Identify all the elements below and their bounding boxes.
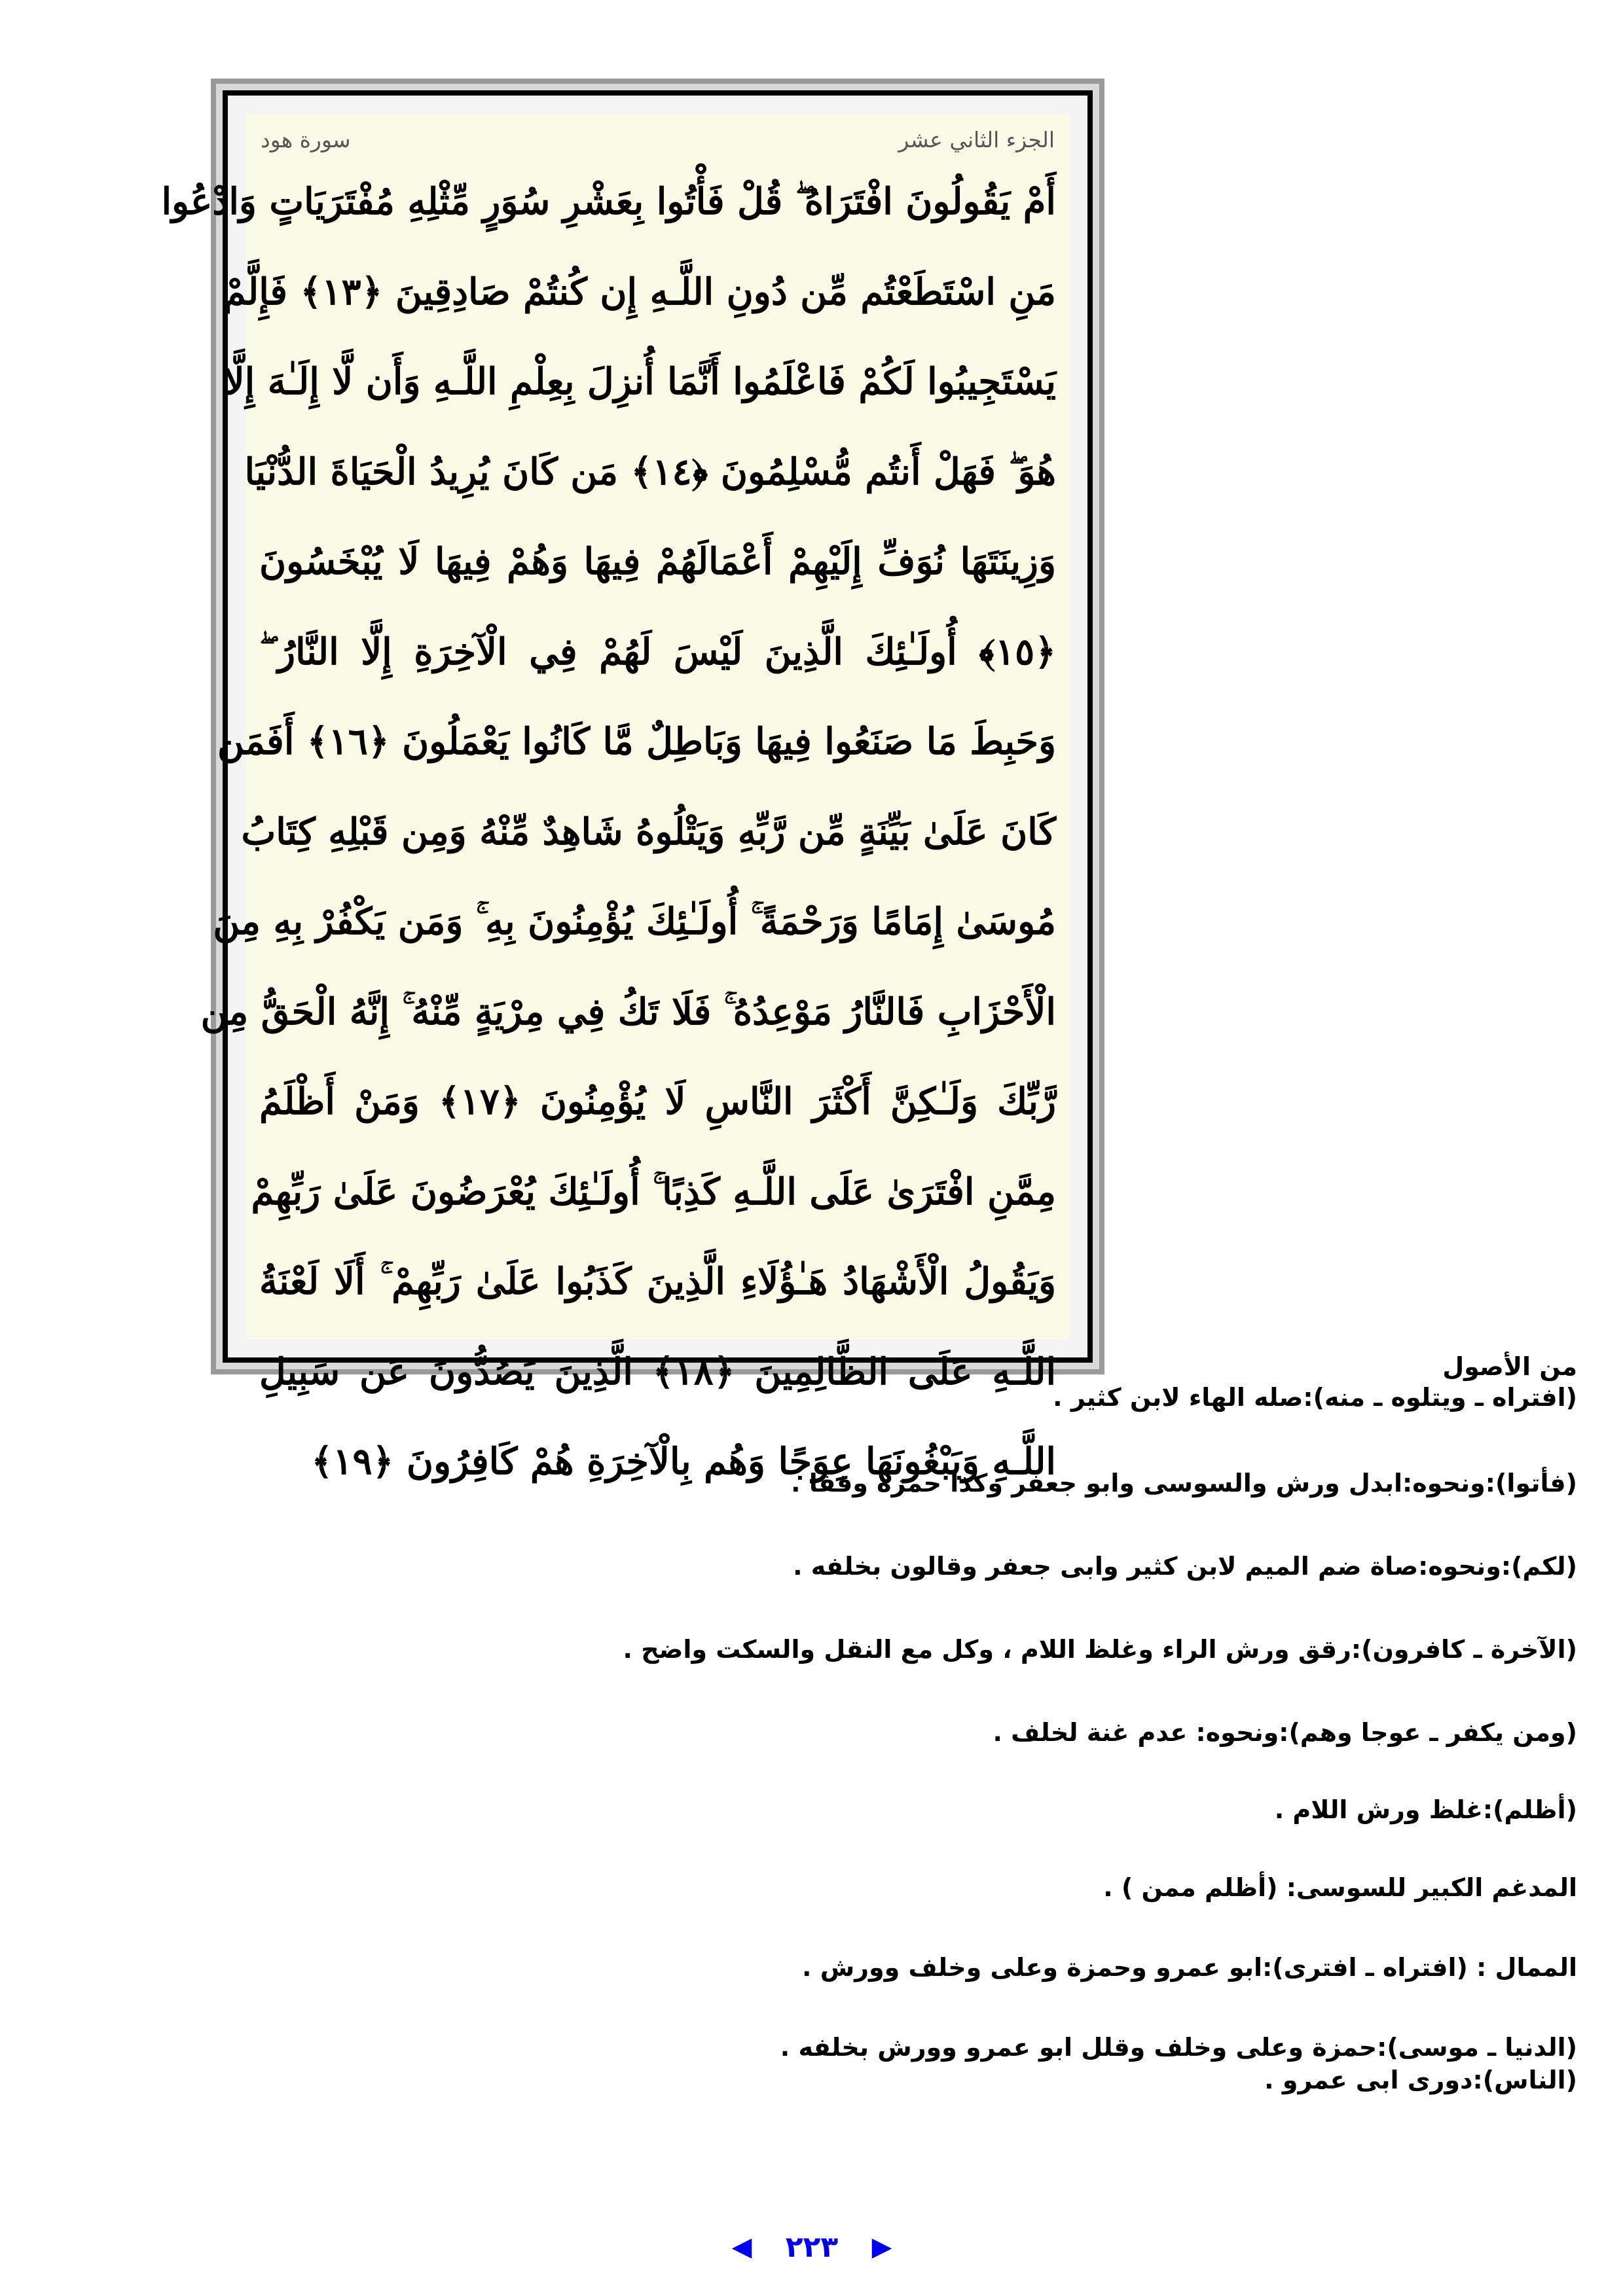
mushaf-page-frame [161,79,1104,1483]
quran-line: وَحَبِطَ مَا صَنَعُوا فِيهَا وَبَاطِلٌ مَّا كَانُوا يَعْمَلُونَ ﴿١٦﴾ أَفَمَن [217,720,1056,763]
prev-page-button[interactable]: ◀ [731,2232,752,2262]
quran-line: كَانَ عَلَىٰ بَيِّنَةٍ مِّن رَّبِّهِ وَيَتْلُوهُ شَاهِدٌ مِّنْهُ وَمِن قَبْلِهِ كِتَابُ [241,810,1056,853]
note-line: (فأتوا):ونحوه:ابدل ورش والسوسى وابو جعفر وكذا حمزة وقفا . [791,1469,1577,1498]
quran-line: وَيَقُولُ الْأَشْهَادُ هَـٰؤُلَاءِ الَّذِينَ كَذَبُوا عَلَىٰ رَبِّهِمْ ۚ أَلَا لَعْنَةُ [259,1260,1056,1303]
note-line: الممال : (افتراه ـ افترى):ابو عمرو وحمزة وعلى وخلف وورش . [802,1953,1577,1982]
quran-line: يَسْتَجِيبُوا لَكُمْ فَاعْلَمُوا أَنَّمَا أُنزِلَ بِعِلْمِ اللَّـهِ وَأَن لَّا إِلَـٰهَ إِلَّا [223,360,1056,403]
quran-line: مِمَّنِ افْتَرَىٰ عَلَى اللَّـهِ كَذِبًا ۚ أُولَـٰئِكَ يُعْرَضُونَ عَلَىٰ رَبِّهِمْ [251,1170,1056,1213]
juz-title: الجزء الثاني عشر [898,127,1055,152]
mushaf-page-border [161,90,1093,1483]
page-number: ٢٢٣ [785,2230,839,2264]
quran-line: مَنِ اسْتَطَعْتُم مِّن دُونِ اللَّـهِ إِن كُنتُمْ صَادِقِينَ ﴿١٣﴾ فَإِلَّمْ [223,270,1056,314]
page-navigation [714,2229,910,2264]
quran-line: مُوسَىٰ إِمَامًا وَرَحْمَةً ۚ أُولَـٰئِكَ يُؤْمِنُونَ بِهِ ۚ وَمَن يَكْفُرْ بِهِ مِنَ [213,900,1056,943]
quran-line: ﴿١٥﴾ أُولَـٰئِكَ الَّذِينَ لَيْسَ لَهُمْ فِي الْآخِرَةِ إِلَّا النَّارُ ۖ [259,630,1056,673]
quran-line: رَّبِّكَ وَلَـٰكِنَّ أَكْثَرَ النَّاسِ لَا يُؤْمِنُونَ ﴿١٧﴾ وَمَنْ أَظْلَمُ [259,1080,1056,1123]
note-line: (الآخرة ـ كافرون):رقق ورش الراء وغلظ اللام ، وكل مع النقل والسكت واضح . [623,1635,1577,1664]
note-line: (افتراه ـ ويتلوه ـ منه):صله الهاء لابن كثير . [1053,1383,1577,1412]
note-line: (الدنيا ـ موسى):حمزة وعلى وخلف وقلل ابو عمرو وورش بخلفه . [780,2033,1577,2062]
quran-line: اللَّـهِ وَيَبْغُونَهَا عِوَجًا وَهُم بِالْآخِرَةِ هُمْ كَافِرُونَ ﴿١٩﴾ [311,1440,1056,1483]
note-line: (لكم):ونحوه:صاة ضم الميم لابن كثير وابى جعفر وقالون بخلفه . [793,1552,1577,1581]
note-line: (أظلم):غلظ ورش اللام . [1274,1795,1577,1824]
notes-heading: من الأصول [1442,1352,1577,1381]
note-line: (الناس):دورى ابى عمرو . [1264,2066,1577,2094]
quran-line: هُوَ ۖ فَهَلْ أَنتُم مُّسْلِمُونَ ﴿١٤﴾ مَن كَانَ يُرِيدُ الْحَيَاةَ الدُّنْيَا [244,450,1056,493]
quran-text [161,157,1056,1507]
quran-line: اللَّـهِ عَلَى الظَّالِمِينَ ﴿١٨﴾ الَّذِينَ يَصُدُّونَ عَن سَبِيلِ [259,1350,1056,1393]
note-line: (ومن يكفر ـ عوجا وهم):ونحوه: عدم غنة لخلف . [993,1718,1577,1747]
quran-line: الْأَحْزَابِ فَالنَّارُ مَوْعِدُهُ ۚ فَلَا تَكُ فِي مِرْيَةٍ مِّنْهُ ۚ إِنَّهُ الْحَقُّ مِن [200,990,1056,1033]
quran-line: أَمْ يَقُولُونَ افْتَرَاهُ ۖ قُلْ فَأْتُوا بِعَشْرِ سُوَرٍ مِّثْلِهِ مُفْتَرَيَاتٍ وَادْعُوا [161,180,1056,223]
next-page-button[interactable]: ▶ [871,2232,892,2262]
note-line: المدغم الكبير للسوسى: (أظلم ممن ) . [1103,1873,1577,1902]
mushaf-page [161,114,1069,1483]
surah-title: سورة هود [261,127,351,152]
quran-line: وَزِينَتَهَا نُوَفِّ إِلَيْهِمْ أَعْمَالَهُمْ فِيهَا وَهُمْ فِيهَا لَا يُبْخَسُونَ [259,540,1056,583]
